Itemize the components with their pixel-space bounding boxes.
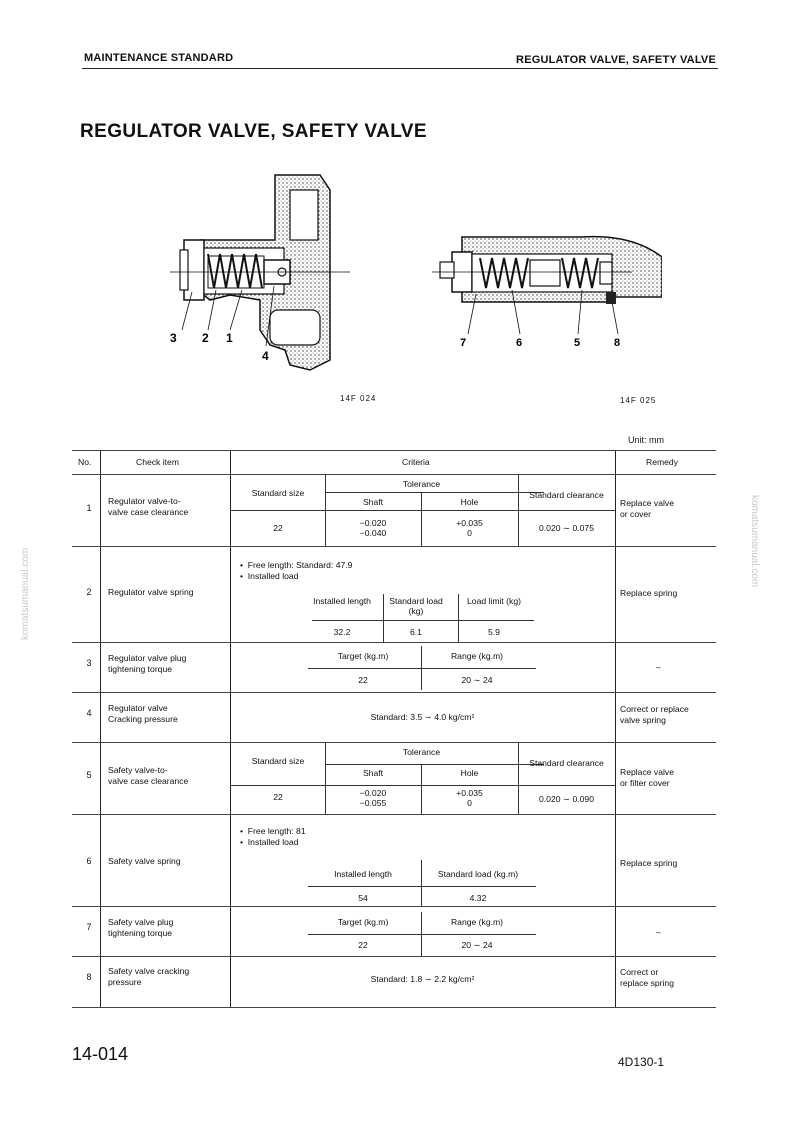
clearance-value: 0.020 ∼ 0.090: [539, 794, 594, 804]
col-standard-load: Standard load (kg): [389, 596, 443, 616]
hole-header: Hole: [460, 497, 479, 507]
check-item: Regulator valve-to- valve case clearance: [108, 496, 189, 517]
callout-8: 8: [614, 337, 621, 349]
check-item: Regulator valve Cracking pressure: [108, 703, 178, 724]
figure-code-left: 14F 024: [340, 394, 377, 403]
page-title: REGULATOR VALVE, SAFETY VALVE: [80, 121, 427, 142]
remedy: Correct or replace spring: [620, 967, 674, 988]
remedy: –: [656, 662, 661, 672]
model-code: 4D130-1: [618, 1055, 665, 1069]
val-load-limit: 5.9: [488, 627, 500, 637]
check-item: Regulator valve plug tightening torque: [108, 653, 187, 674]
shaft-value: −0.020 −0.040: [359, 518, 387, 538]
val-target: 22: [358, 940, 368, 950]
col-load-limit: Load limit (kg): [467, 596, 521, 606]
col-target: Target (kg.m): [337, 651, 389, 661]
callout-3: 3: [170, 331, 177, 345]
std-size-value: 22: [273, 523, 283, 533]
callout-2: 2: [202, 331, 209, 345]
callout-5: 5: [574, 337, 581, 349]
row-number: 7: [86, 922, 92, 932]
row-number: 6: [86, 856, 92, 866]
val-range: 20 ∼ 24: [461, 940, 493, 950]
val-target: 22: [358, 675, 368, 685]
col-range: Range (kg.m): [450, 917, 504, 927]
col-target: Target (kg.m): [337, 917, 389, 927]
bullet-installed-load: • Installed load: [240, 571, 299, 581]
remedy: Replace valve or cover: [620, 498, 674, 519]
check-item: Safety valve-to- valve case clearance: [108, 765, 189, 786]
remedy: Correct or replace valve spring: [620, 704, 689, 725]
row-number: 3: [86, 658, 92, 668]
callout-6: 6: [516, 337, 523, 349]
maintenance-table: [72, 450, 716, 1008]
val-standard-load: 6.1: [410, 627, 422, 637]
bullet-free-length: • Free length: 81: [240, 826, 306, 836]
check-item: Safety valve plug tightening torque: [108, 917, 174, 938]
header-check-item: Check item: [136, 457, 179, 467]
clearance-header: Standard clearance: [529, 490, 604, 500]
watermark-left: komatsumanual.com: [20, 547, 31, 640]
header-section-label: MAINTENANCE STANDARD: [84, 52, 234, 64]
callout-7: 7: [460, 337, 467, 349]
check-item: Safety valve cracking pressure: [108, 966, 190, 987]
shaft-header: Shaft: [362, 768, 384, 778]
check-item: Regulator valve spring: [108, 587, 194, 597]
val-range: 20 ∼ 24: [461, 675, 493, 685]
clearance-header: Standard clearance: [529, 758, 604, 768]
callout-1: 1: [226, 331, 233, 345]
criteria-text: Standard: 1.8 ∼ 2.2 kg/cm²: [370, 974, 475, 984]
callout-4: 4: [262, 349, 269, 363]
hole-header: Hole: [460, 768, 479, 778]
col-installed-length: Installed length: [334, 869, 392, 879]
remedy: Replace valve or filter cover: [620, 767, 674, 788]
header-remedy: Remedy: [646, 457, 678, 467]
clearance-value: 0.020 ∼ 0.075: [539, 523, 594, 533]
std-size-header: Standard size: [251, 756, 305, 766]
bullet-installed-load: • Installed load: [240, 837, 299, 847]
col-standard-load: Standard load (kg.m): [437, 869, 519, 879]
page-number: 14-014: [72, 1044, 129, 1064]
remedy: Replace spring: [620, 588, 678, 598]
shaft-header: Shaft: [362, 497, 384, 507]
remedy: Replace spring: [620, 858, 678, 868]
row-number: 1: [86, 503, 92, 513]
header-criteria: Criteria: [402, 457, 430, 467]
row-number: 5: [86, 770, 92, 780]
hole-value: +0.035 0: [456, 788, 483, 808]
bullet-free-length: • Free length: Standard: 47.9: [240, 560, 353, 570]
header-no: No.: [78, 457, 92, 467]
figure-code-right: 14F 025: [620, 396, 657, 405]
check-item: Safety valve spring: [108, 856, 181, 866]
regulator-valve-diagram: [170, 170, 360, 380]
remedy: –: [656, 927, 661, 937]
safety-valve-diagram: [432, 222, 662, 352]
val-standard-load: 4.32: [469, 893, 487, 903]
val-installed-length: 54: [358, 893, 368, 903]
std-size-header: Standard size: [251, 488, 305, 498]
shaft-value: −0.020 −0.055: [359, 788, 387, 808]
row-number: 8: [86, 972, 92, 982]
unit-label: Unit: mm: [628, 435, 664, 445]
val-installed-length: 32.2: [333, 627, 351, 637]
row-number: 2: [86, 587, 92, 597]
header-rule: [82, 68, 718, 69]
criteria-text: Standard: 3.5 ∼ 4.0 kg/cm²: [370, 712, 475, 722]
row-number: 4: [86, 708, 92, 718]
header-topic-label: REGULATOR VALVE, SAFETY VALVE: [516, 54, 716, 66]
col-installed-length: Installed length: [313, 596, 371, 606]
tolerance-header: Tolerance: [402, 747, 441, 757]
std-size-value: 22: [273, 792, 283, 802]
col-range: Range (kg.m): [450, 651, 504, 661]
hole-value: +0.035 0: [456, 518, 483, 538]
watermark-right: komatsumanual.com: [749, 495, 760, 588]
tolerance-header: Tolerance: [402, 479, 441, 489]
